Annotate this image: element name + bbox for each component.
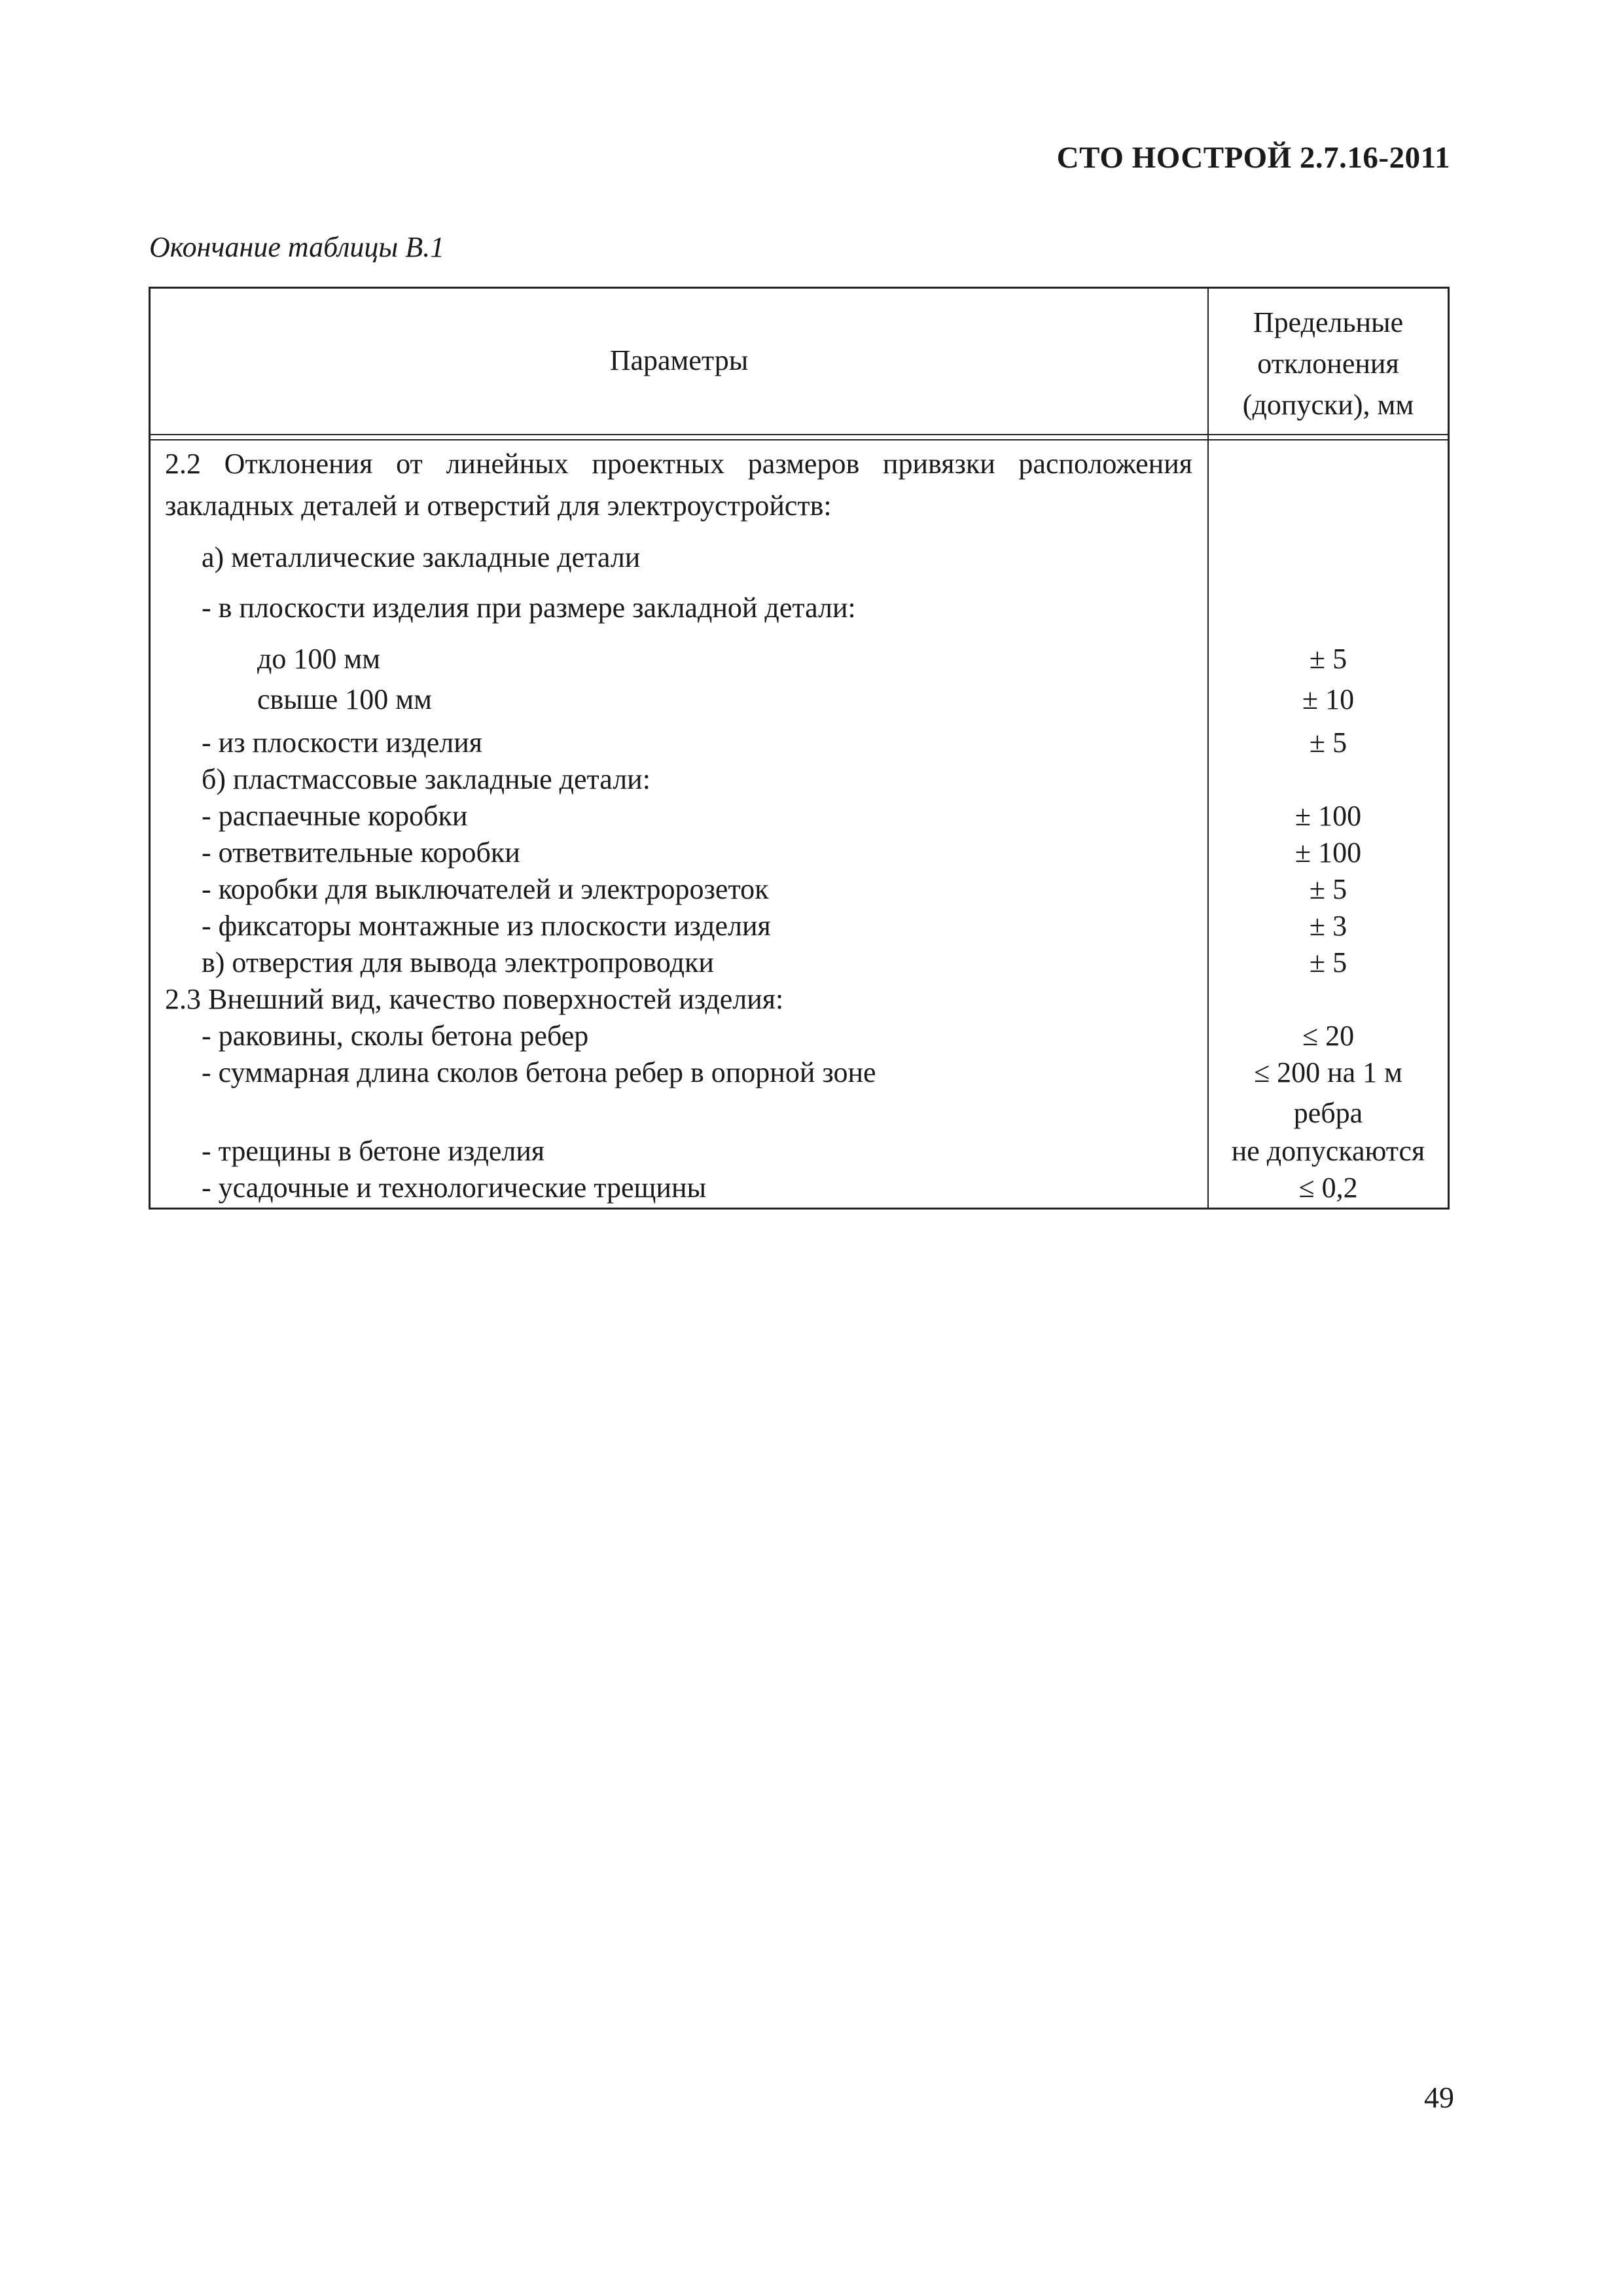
column-header-parameters: Параметры bbox=[609, 344, 749, 376]
row-parameter: 2.3 Внешний вид, качество поверхностей изделия: bbox=[165, 983, 784, 1015]
row-value: ± 5 bbox=[1309, 946, 1347, 978]
column-header-line: отклонения bbox=[1257, 348, 1399, 380]
row-parameter: б) пластмассовые закладные детали: bbox=[202, 763, 651, 795]
row-value: ± 5 bbox=[1309, 873, 1347, 905]
row-parameter: - трещины в бетоне изделия bbox=[202, 1135, 545, 1167]
row-parameter: - коробки для выключателей и электророзеток bbox=[202, 873, 769, 905]
section-heading-line: закладных деталей и отверстий для электроустройств: bbox=[165, 490, 832, 522]
row-parameter: - распаечные коробки bbox=[202, 800, 468, 832]
row-value: ≤ 200 на 1 м bbox=[1253, 1056, 1403, 1088]
table-caption: Окончание таблицы В.1 bbox=[149, 231, 445, 263]
row-value: ребра bbox=[1293, 1097, 1363, 1129]
column-header-line: (допуски), мм bbox=[1242, 389, 1414, 421]
section-2-2-heading bbox=[165, 443, 1192, 527]
row-parameter: - в плоскости изделия при размере закладной детали: bbox=[202, 592, 856, 624]
row-parameter: а) металлические закладные детали bbox=[202, 541, 641, 573]
row-parameter: в) отверстия для вывода электропроводки bbox=[202, 946, 714, 978]
tolerance-table bbox=[149, 287, 1450, 1210]
column-header-deviations bbox=[1209, 302, 1448, 425]
row-value: ± 5 bbox=[1309, 726, 1347, 759]
header-separator bbox=[151, 434, 1448, 435]
row-parameter: - усадочные и технологические трещины bbox=[202, 1172, 707, 1204]
row-value: ± 100 bbox=[1294, 800, 1362, 832]
row-parameter: - ответвительные коробки bbox=[202, 836, 520, 869]
row-value: ± 10 bbox=[1302, 683, 1355, 715]
header-separator-double bbox=[151, 439, 1448, 440]
section-heading-line: 2.2 Отклонения от линейных проектных размеров привязки расположения bbox=[165, 448, 1192, 480]
row-value: не допускаются bbox=[1231, 1135, 1425, 1167]
row-parameter: до 100 мм bbox=[257, 643, 381, 675]
row-value: ± 100 bbox=[1294, 836, 1362, 869]
row-parameter: - из плоскости изделия bbox=[202, 726, 483, 759]
column-header-line: Предельные bbox=[1253, 306, 1404, 338]
document-code: СТО НОСТРОЙ 2.7.16-2011 bbox=[1056, 141, 1450, 175]
row-value: ± 3 bbox=[1309, 910, 1347, 942]
row-parameter: - раковины, сколы бетона ребер bbox=[202, 1020, 589, 1052]
row-parameter: свыше 100 мм bbox=[257, 683, 432, 715]
row-parameter: - суммарная длина сколов бетона ребер в опорной зоне bbox=[202, 1056, 876, 1088]
row-value: ≤ 0,2 bbox=[1298, 1172, 1358, 1204]
row-value: ≤ 20 bbox=[1302, 1020, 1355, 1052]
page-number: 49 bbox=[1424, 2081, 1454, 2114]
row-parameter: - фиксаторы монтажные из плоскости изделия bbox=[202, 910, 771, 942]
row-value: ± 5 bbox=[1309, 643, 1347, 675]
